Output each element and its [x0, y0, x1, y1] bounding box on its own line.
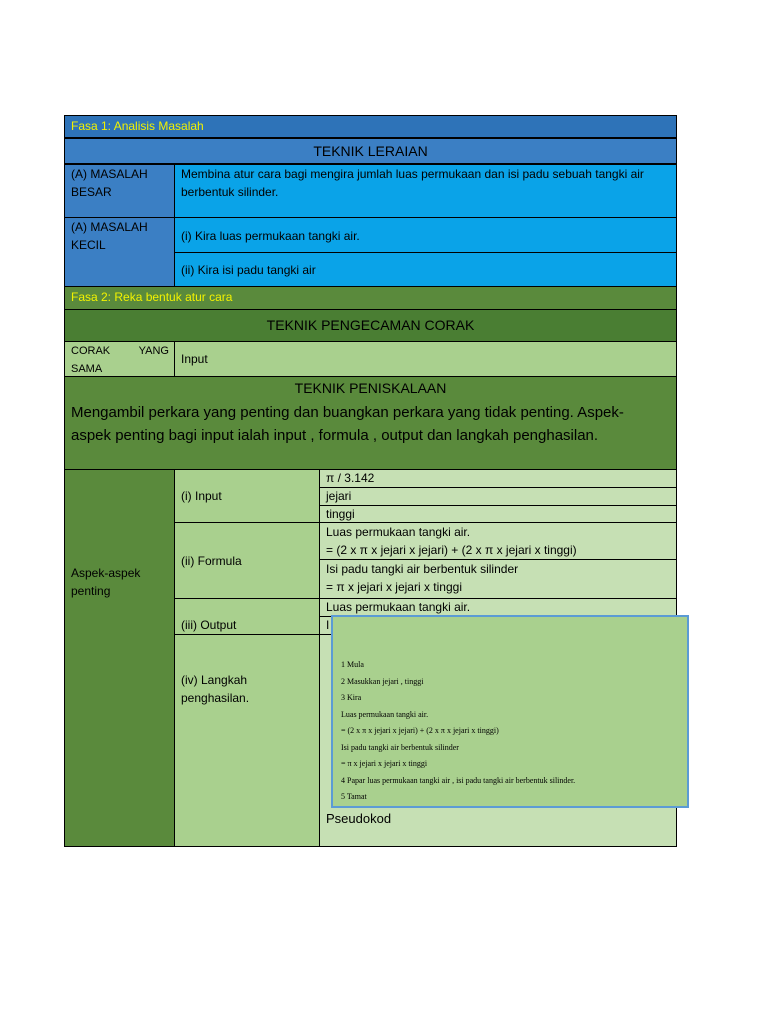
masalah-kecil-1-cell: [174, 217, 677, 253]
pseudokod-label: Pseudokod: [326, 811, 392, 826]
langkah-label: (iv) Langkah penghasilan.: [181, 673, 250, 705]
corak-label-cell: [64, 341, 175, 377]
pseudocode-popup[interactable]: [331, 615, 689, 808]
teknik-leraian-row: [64, 138, 677, 164]
masalah-kecil-2: (ii) Kira isi padu tangki air: [181, 263, 316, 277]
peniskalaan-row: [64, 376, 677, 470]
formula-2-title: Isi padu tangki air berbentuk silinder: [326, 562, 519, 576]
corak-value: Input: [181, 352, 208, 366]
fasa2-title: Fasa 2: Reka bentuk atur cara: [71, 290, 233, 304]
pseudocode-line: Luas permukaan tangki air.: [341, 709, 429, 719]
input-2: jejari: [326, 489, 352, 503]
formula-1: = (2 x π x jejari x jejari) + (2 x π x jejari x tinggi): [326, 543, 577, 557]
formula-2-cell: [319, 559, 677, 599]
aspek-label-cell: [64, 469, 175, 847]
teknik-peniskalaan-title: TEKNIK PENISKALAAN: [294, 380, 447, 396]
fasa1-title: Fasa 1: Analisis Masalah: [71, 119, 204, 133]
formula-label: (ii) Formula: [181, 554, 242, 568]
formula-label-cell: [174, 522, 320, 599]
teknik-corak-title: TEKNIK PENGECAMAN CORAK: [266, 317, 475, 333]
pseudocode-line: = π x jejari x jejari x tinggi: [341, 759, 428, 768]
corak-value-cell: [174, 341, 677, 377]
pseudocode-line: Isi padu tangki air berbentuk silinder: [341, 742, 459, 752]
teknik-corak-row: [64, 309, 677, 342]
pseudocode-line: 5 Tamat: [341, 792, 367, 801]
fasa2-header: [64, 286, 677, 310]
masalah-kecil-2-cell: [174, 252, 677, 287]
langkah-label-cell: [174, 634, 320, 847]
output-2: I: [326, 618, 330, 632]
peniskalaan-text: Mengambil perkara yang penting dan buangkan perkara yang tidak penting. Aspek-aspek penting bagi input ialah input , formula , output dan langkah penghasilan.: [71, 404, 624, 444]
input-label: (i) Input: [181, 489, 222, 503]
teknik-leraian-title: TEKNIK LERAIAN: [313, 143, 428, 159]
corak-label: CORAK YANG SAMA: [71, 345, 169, 375]
masalah-besar-text: Membina atur cara bagi mengira jumlah luas permukaan dan isi padu sebuah tangki air berbentuk silinder.: [181, 167, 644, 199]
input-label-cell: [174, 469, 320, 523]
output-label: (iii) Output: [181, 618, 237, 632]
masalah-kecil-label: (A) MASALAH KECIL: [71, 220, 148, 252]
masalah-besar-text-cell: [174, 164, 677, 218]
output-label-cell: [174, 598, 320, 635]
pseudocode-line: 4 Papar luas permukaan tangki air , isi padu tangki air berbentuk silinder.: [341, 775, 576, 785]
pseudocode-line: 2 Masukkan jejari , tinggi: [341, 676, 424, 686]
input-1: π / 3.142: [326, 471, 375, 485]
masalah-kecil-1: (i) Kira luas permukaan tangki air.: [181, 229, 360, 243]
formula-2: = π x jejari x jejari x tinggi: [326, 580, 462, 594]
output-1: Luas permukaan tangki air.: [326, 600, 471, 614]
pseudocode-line: 3 Kira: [341, 693, 362, 702]
formula-1-title: Luas permukaan tangki air.: [326, 525, 471, 539]
input-3: tinggi: [326, 507, 355, 521]
input-1-cell: [319, 469, 677, 488]
formula-1-cell: [319, 522, 677, 560]
pseudocode-line: 1 Mula: [341, 660, 364, 669]
pseudocode-line: = (2 x π x jejari x jejari) + (2 x π x jejari x tinggi): [341, 726, 499, 735]
input-2-cell: [319, 487, 677, 506]
masalah-besar-label-cell: [64, 164, 175, 218]
aspek-label: Aspek-aspek penting: [71, 566, 141, 598]
fasa1-header: [64, 115, 677, 138]
input-3-cell: [319, 505, 677, 523]
masalah-besar-label: (A) MASALAH BESAR: [71, 167, 148, 199]
masalah-kecil-label-cell: [64, 217, 175, 287]
